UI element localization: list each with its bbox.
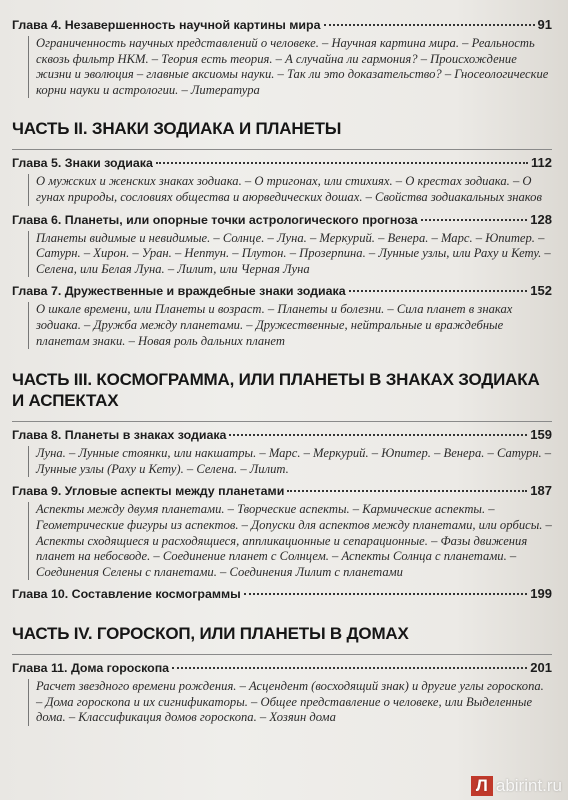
toc-entry-chapter-5 [12, 154, 552, 172]
chapter-description: Ограниченность научных представлений о человеке. – Научная картина мира. – Реальность сквозь фильтр НКМ. – Теория есть теория. – А случайна ли гармония? – Происхождение жизни и эволюция – главные аксиомы науки. – Так ли это доказательство? – Гносеологические корни науки и астрологии. – Литература [28, 36, 552, 98]
watermark [471, 776, 562, 796]
chapter-title: Глава 10. Составление космограммы [12, 587, 241, 602]
toc-entry-chapter-9 [12, 482, 552, 500]
dot-leader [229, 434, 527, 436]
page-number: 152 [530, 283, 552, 299]
dot-leader [172, 667, 527, 669]
toc-entry-chapter-10 [12, 585, 552, 603]
chapter-title: Глава 11. Дома гороскопа [12, 661, 170, 676]
toc-entry-chapter-6 [12, 211, 552, 229]
toc-entry-chapter-8 [12, 426, 552, 444]
page-number: 201 [530, 660, 552, 676]
chapter-title: Глава 4. Незавершенность научной картины мира [12, 18, 321, 32]
page-number: 159 [530, 427, 552, 443]
chapter-description: Луна. – Лунные стоянки, или накшатры. – Марс. – Меркурий. – Юпитер. – Венера. – Сатурн. – Лунные узлы (Раху и Кету). – Селена. – Лилит. [28, 446, 552, 477]
page-number: 91 [537, 17, 552, 32]
page-number: 199 [530, 586, 552, 602]
dot-leader [324, 24, 535, 26]
chapter-description: Аспекты между двумя планетами. – Творческие аспекты. – Кармические аспекты. – Геометрические фигуры из аспектов. – Допуски для аспектов между планетами, или орбисы. – Аспекты сходящиеся и расходящиеся, аппликационные и сепарационные. – Фазы движения планет на небосводе. – Соединение планет с Солнцем. – Аспекты Солнца с планетами. – Соединения Селены с планетами. – Соединения Лилит с планетами [28, 502, 552, 580]
chapter-description: Расчет звездного времени рождения. – Асцендент (восходящий знак) и другие углы гороскопа. – Дома гороскопа и их сигнификаторы. – Общее представление о человеке, или Выделенные дома. – Классификация домов гороскопа. – Хозяин дома [28, 679, 552, 726]
part-heading: ЧАСТЬ IV. ГОРОСКОП, ИЛИ ПЛАНЕТЫ В ДОМАХ [12, 624, 409, 644]
chapter-title: Глава 5. Знаки зодиака [12, 156, 153, 171]
chapter-title: Глава 6. Планеты, или опорные точки астрологического прогноза [12, 212, 418, 227]
chapter-description: О мужских и женских знаках зодиака. – О тригонах, или стихиях. – О крестах зодиака. – О гунах природы, сословиях общества и аюрведических дошах. – Свойства зодиакальных знаков [28, 174, 552, 205]
labirint-logo-icon: Л [471, 776, 493, 796]
divider [12, 421, 552, 422]
watermark-text: abirint.ru [495, 776, 562, 795]
toc-entry-chapter-7 [12, 282, 552, 300]
chapter-title: Глава 7. Дружественные и враждебные знаки зодиака [12, 284, 346, 299]
table-of-contents [12, 16, 552, 731]
chapter-title: Глава 9. Угловые аспекты между планетами [12, 484, 285, 499]
part-heading: ЧАСТЬ III. КОСМОГРАММА, ИЛИ ПЛАНЕТЫ В ЗНАКАХ ЗОДИАКА И АСПЕКТАХ [12, 370, 540, 411]
page-number: 112 [531, 155, 552, 171]
divider [12, 149, 552, 150]
chapter-title: Глава 8. Планеты в знаках зодиака [12, 428, 227, 443]
dot-leader [421, 219, 528, 221]
page-number: 128 [530, 211, 552, 227]
part-heading: ЧАСТЬ II. ЗНАКИ ЗОДИАКА И ПЛАНЕТЫ [12, 119, 342, 139]
chapter-description: Планеты видимые и невидимые. – Солнце. – Луна. – Меркурий. – Венера. – Марс. – Юпитер. – Сатурн. – Хирон. – Уран. – Нептун. – Плутон. – Прозерпина. – Лунные узлы, или Раху и Кету. – Селена, или Белая Луна. – Лилит, или Черная Луна [28, 231, 552, 278]
page-number: 187 [530, 483, 552, 499]
dot-leader [156, 162, 528, 164]
chapter-description: О шкале времени, или Планеты и возраст. – Планеты и болезни. – Сила планет в знаках зодиака. – Дружба между планетами. – Дружественные, нейтральные и враждебные планетам знаки. – Новая роль дальних планет [28, 302, 552, 349]
divider [12, 654, 552, 655]
dot-leader [349, 290, 528, 292]
dot-leader [244, 593, 528, 595]
toc-entry-chapter-11 [12, 659, 552, 677]
dot-leader [287, 490, 527, 492]
toc-entry-chapter-4 [12, 16, 552, 34]
